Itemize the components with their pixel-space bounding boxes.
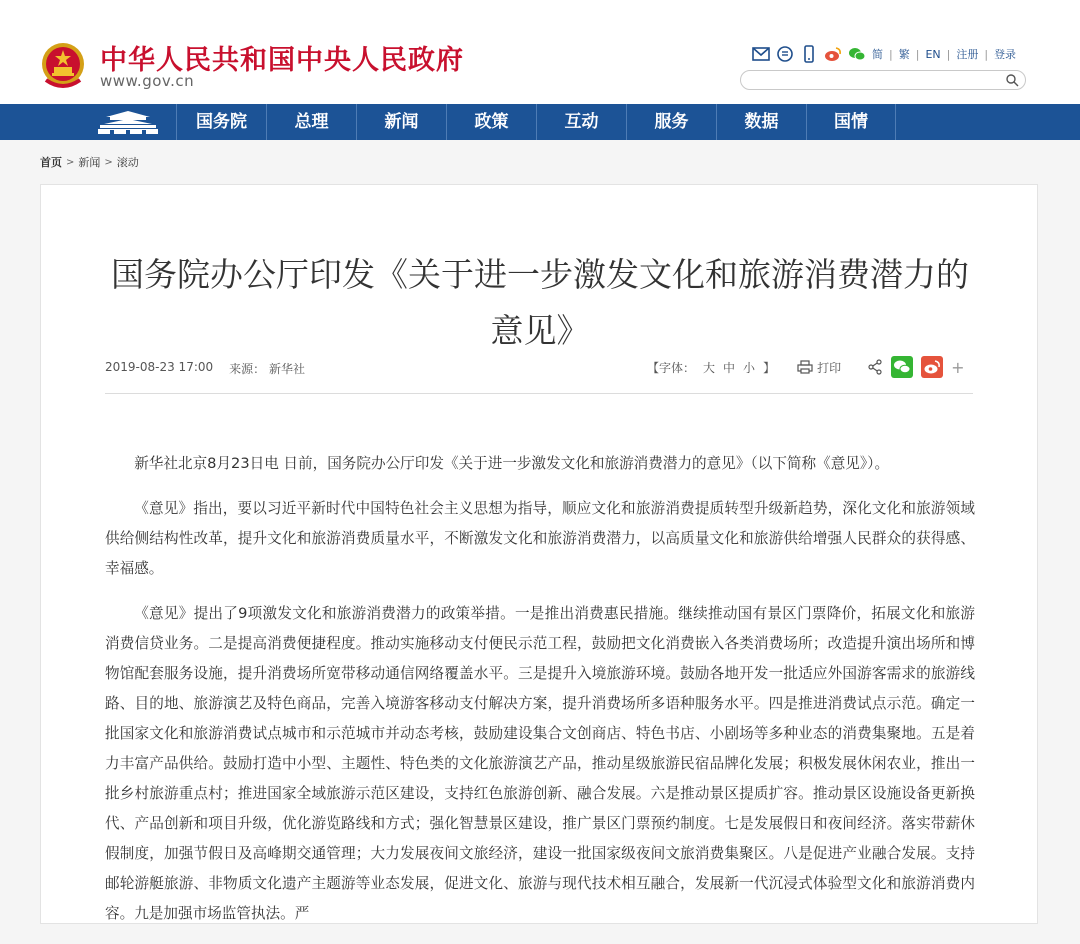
wechat-share-icon[interactable] — [891, 356, 913, 378]
paragraph: 《意见》指出，要以习近平新时代中国特色社会主义思想为指导，顺应文化和旅游消费提质转型升级新趋势，深化文化和旅游领域供给侧结构性改革，提升文化和旅游消费质量水平，不断激发文化和旅游消费潜力，以高质量文化和旅游供给增强人民群众的获得感、幸福感。 — [105, 500, 975, 577]
chevron-right-icon: > — [104, 156, 113, 168]
print-button[interactable] — [797, 359, 841, 376]
nav-item-national-profile[interactable]: 国情 — [806, 104, 896, 140]
share-icon[interactable] — [867, 359, 883, 375]
source-name: 新华社 — [268, 362, 305, 376]
weibo-share-icon[interactable] — [921, 356, 943, 378]
tiananmen-icon[interactable] — [96, 108, 160, 136]
font-size-small[interactable]: 小 — [743, 360, 756, 375]
font-size-label: 【字体： — [647, 360, 696, 375]
wechat-icon[interactable] — [848, 45, 866, 63]
nav-item-news[interactable]: 新闻 — [356, 104, 446, 140]
article-body — [105, 449, 975, 944]
divider — [105, 393, 973, 394]
share-bar — [867, 356, 964, 378]
separator: | — [889, 47, 893, 61]
print-label: 打印 — [817, 360, 842, 375]
link-simplified[interactable]: 简 — [872, 48, 883, 61]
nav-item-data[interactable]: 数据 — [716, 104, 806, 140]
site-header — [0, 0, 1080, 104]
printer-icon — [797, 360, 813, 374]
breadcrumb — [40, 154, 139, 170]
source — [229, 360, 305, 377]
main-nav — [0, 104, 1080, 140]
link-register[interactable]: 注册 — [956, 48, 979, 61]
national-emblem-icon[interactable] — [40, 40, 86, 90]
chevron-right-icon: > — [66, 156, 75, 168]
separator: | — [915, 47, 920, 61]
article-panel — [40, 184, 1038, 924]
font-size-medium[interactable]: 中 — [723, 360, 736, 375]
link-traditional[interactable]: 繁 — [898, 48, 910, 61]
breadcrumb-scroll[interactable]: 滚动 — [116, 156, 139, 169]
font-size-large[interactable]: 大 — [703, 360, 716, 375]
separator: | — [946, 47, 951, 61]
search-icon[interactable] — [1005, 73, 1019, 87]
search-box — [740, 70, 1026, 90]
mobile-icon[interactable] — [800, 45, 818, 63]
article-title: 国务院办公厅印发《关于进一步激发文化和旅游消费潜力的意见》 — [111, 255, 969, 351]
breadcrumb-news[interactable]: 新闻 — [78, 156, 101, 169]
search-input[interactable] — [751, 73, 995, 89]
more-share-icon[interactable]: + — [951, 357, 965, 377]
font-size-close: 】 — [763, 360, 776, 375]
breadcrumb-home[interactable]: 首页 — [40, 156, 62, 169]
weibo-icon[interactable] — [824, 45, 842, 63]
nav-item-interaction[interactable]: 互动 — [536, 104, 626, 140]
link-login[interactable]: 登录 — [994, 48, 1017, 61]
comment-icon[interactable] — [776, 45, 794, 63]
site-title[interactable]: 中华人民共和国中央人民政府 — [100, 45, 464, 76]
source-label: 来源： — [229, 362, 266, 376]
nav-item-state-council[interactable]: 国务院 — [176, 104, 266, 140]
nav-item-services[interactable]: 服务 — [626, 104, 716, 140]
article-tools — [647, 357, 965, 377]
paragraph: 新华社北京8月23日电 日前，国务院办公厅印发《关于进一步激发文化和旅游消费潜力的意见》（以下简称《意见》）。 — [134, 455, 890, 472]
nav-item-premier[interactable]: 总理 — [266, 104, 356, 140]
publish-date: 2019-08-23 17:00 — [105, 360, 214, 374]
site-url[interactable]: www.gov.cn — [100, 72, 195, 90]
nav-items — [176, 104, 896, 140]
paragraph: 《意见》提出了9项激发文化和旅游消费潜力的政策举措。一是推出消费惠民措施。继续推动国有景区门票降价，拓展文化和旅游消费信贷业务。二是提高消费便捷程度。推动实施移动支付便民示范工程，鼓励把文化消费嵌入各类消费场所；改造提升演出场所和博物馆配套服务设施，提升消费场所宽带移动通信网络覆盖水平。三是提升入境旅游环境。鼓励各地开发一批适应外国游客需求的旅游线路、目的地、旅游演艺及特色商品，完善入境游客移动支付解决方案，提升消费场所多语种服务水平。四是推进消费试点示范。确定一批国家文化和旅游消费试点城市和示范城市并动态考核，鼓励建设集合文创商店、特色书店、小剧场等多种业态的消费集聚地。五是着力丰富产品供给。鼓励打造中小型、主题性、特色类的文化旅游演艺产品，推动星级旅游民宿品牌化发展；积极发展休闲农业，推出一批乡村旅游重点村；推进国家全域旅游示范区建设，支持红色旅游创新、融合发展。六是推动景区提质扩容。推动景区设施设备更新换代、产品创新和项目升级，优化游览路线和方式；强化智慧景区建设，推广景区门票预约制度。七是发展假日和夜间经济。落实带薪休假制度，加强节假日及高峰期交通管理；大力发展夜间文旅经济，建设一批国家级夜间文旅消费集聚区。八是促进产业融合发展。支持邮轮游艇旅游、非物质文化遗产主题游等业态发展，促进文化、旅游与现代技术相互融合，发展新一代沉浸式体验型文化和旅游消费内容。九是加强市场监管执法。严 — [105, 605, 975, 922]
link-english[interactable]: EN — [925, 47, 941, 61]
nav-item-policy[interactable]: 政策 — [446, 104, 536, 140]
separator: | — [984, 47, 989, 61]
mail-icon[interactable] — [752, 45, 770, 63]
article-meta — [105, 360, 305, 377]
top-links — [752, 44, 1016, 64]
